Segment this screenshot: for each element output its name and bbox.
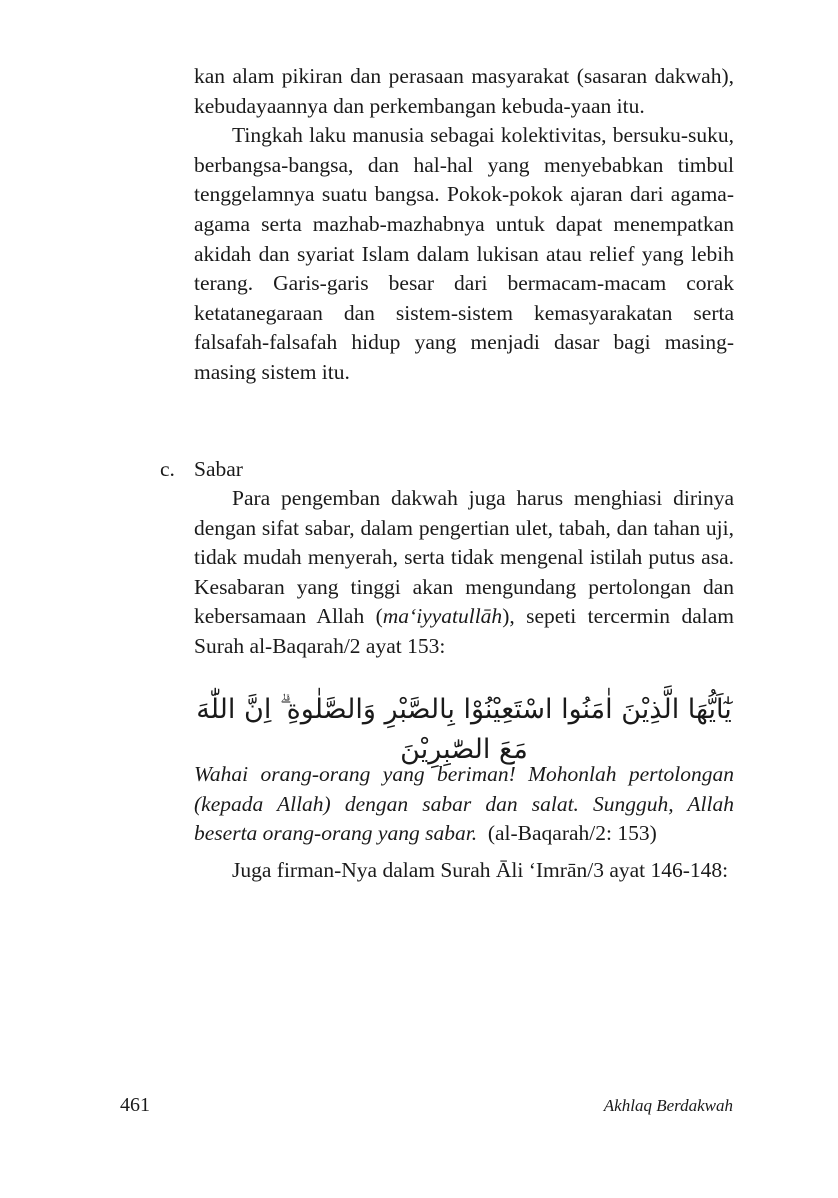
paragraph-sabar (194, 484, 734, 662)
paragraph-tingkah-laku: Tingkah laku manusia sebagai kolektivitas, bersuku-suku, berbangsa-bangsa, dan hal-hal yang menyebabkan timbul tenggelamnya suatu bangsa. Pokok-pokok ajaran dari agama-agama serta mazhab-mazhabnya untuk dapat menempatkan akidah dan syariat Islam dalam lukisan atau relief yang lebih terang. Garis-garis besar dari bermacam-macam corak ketatanegaraan dan sistem-sistem kemasyarakatan serta falsafah-falsafah hidup yang menjadi dasar bagi masing-masing sistem itu. (194, 123, 734, 384)
verse-translation-block (194, 760, 734, 849)
section-marker: c. (160, 457, 175, 481)
paragraph-sabar-text-1: Para pengemban dakwah juga harus menghiasi dirinya dengan sifat sabar, dalam pengertian ulet, tabah, dan tahan uji, tidak mudah menyerah, serta tidak mengenal istilah putus asa. Kesabaran yang tinggi akan mengundang pertolongan dan kebersamaan Allah ( (194, 486, 734, 629)
paragraph-sabar-italic-term: ma‘iyyatullāh (382, 604, 503, 629)
verse-translation-text: Wahai orang-orang yang beriman! Mohonlah pertolongan (kepada Allah) dengan sabar dan salat. Sungguh, Allah beserta orang-orang yang sabar. (194, 762, 734, 846)
paragraph-sabar-text-2: ), sepeti tercermin dalam Surah al-Baqarah/2 ayat 153: (194, 604, 734, 658)
section-title: Sabar (194, 457, 243, 481)
paragraph-continued: kan alam pikiran dan perasaan masyarakat (sasaran dakwah), kebudayaannya dan perkembangan kebuda-yaan itu. (194, 64, 734, 118)
page-number: 461 (120, 1094, 150, 1116)
verse-reference: (al-Baqarah/2: 153) (487, 821, 657, 846)
section-body (194, 484, 734, 662)
followup-block (194, 856, 734, 886)
verse-translation (194, 760, 734, 849)
running-title: Akhlaq Berdakwah (603, 1096, 733, 1115)
quran-verse-arabic: يٰٓاَيُّهَا الَّذِيْنَ اٰمَنُوا اسْتَعِيْنُوْا بِالصَّبْرِ وَالصَّلٰوةِ ۗ اِنَّ اللّٰهَ مَعَ الصّٰبِرِيْنَ (196, 694, 732, 765)
main-text (194, 62, 734, 388)
paragraph-followup: Juga firman-Nya dalam Surah Āli ‘Imrān/3 ayat 146-148: (232, 858, 729, 882)
section-heading (160, 455, 243, 485)
